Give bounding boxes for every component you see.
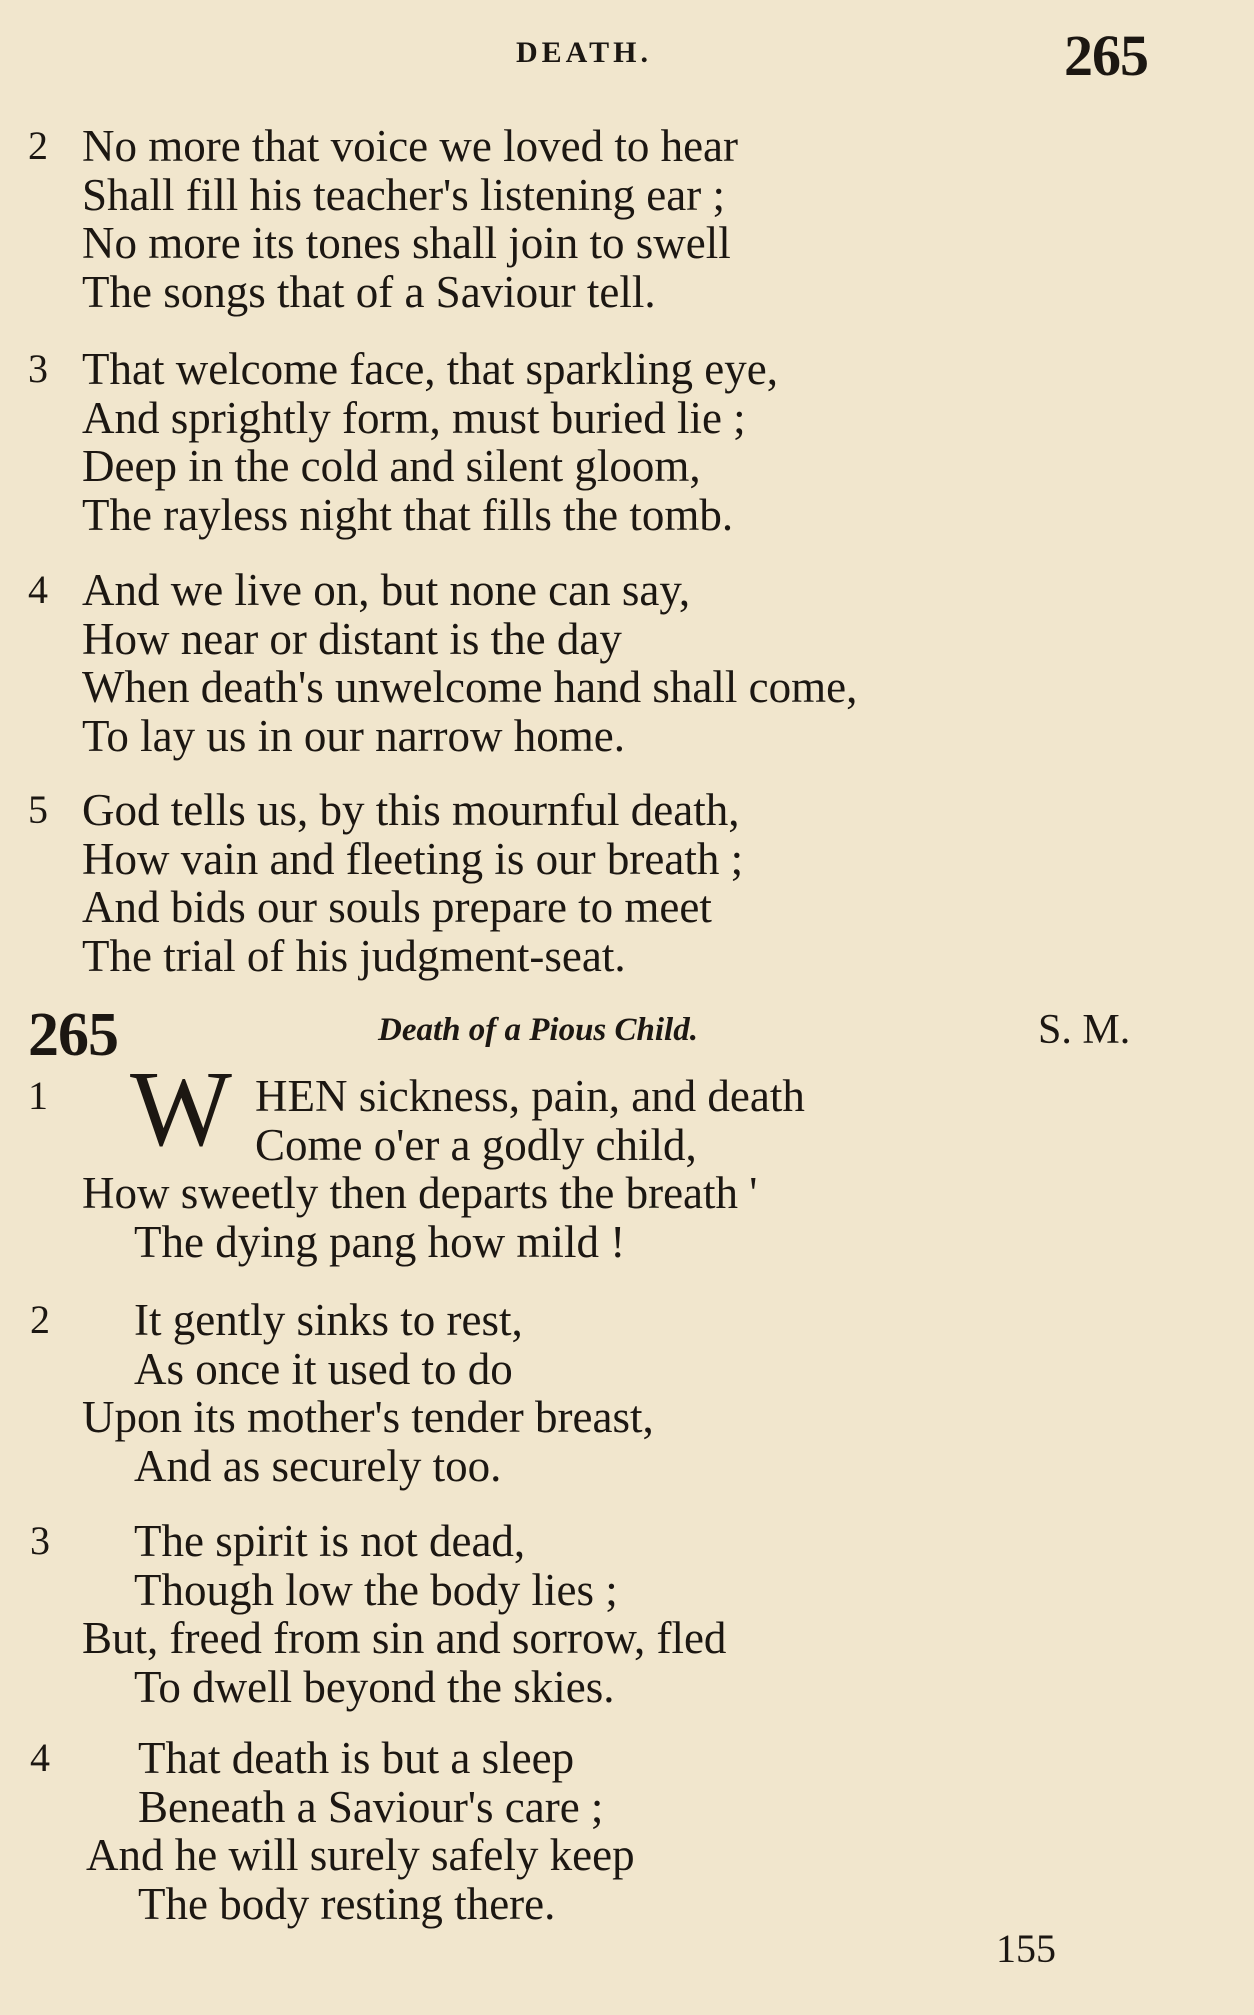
verse-line: Shall fill his teacher's listening ear ; [82,169,725,220]
running-head: DEATH. [516,36,652,69]
verse-line: To dwell beyond the skies. [134,1661,615,1712]
verse-line: To lay us in our narrow home. [82,710,625,761]
verse-line: And we live on, but none can say, [82,565,691,615]
verse-line: No more its tones shall join to swell [82,218,731,268]
verse-line: The dying pang how mild ! [134,1216,626,1267]
verse-line: Come o'er a godly child, [255,1119,697,1170]
verse-number: 4 [30,1735,50,1780]
page-number-top: 265 [1064,23,1148,88]
verse-line: Deep in the cold and silent gloom, [82,441,701,491]
verse-line: Beneath a Saviour's care ; [138,1781,604,1832]
verse-number: 3 [30,1518,50,1563]
verse-line: The trial of his judgment-seat. [82,930,626,981]
verse-line: And he will surely safely keep [86,1830,635,1880]
verse-line: That welcome face, that sparkling eye, [82,344,778,394]
verse-line: The songs that of a Saviour tell. [82,266,656,317]
folio-number: 155 [996,1926,1056,1971]
verse-line: It gently sinks to rest, [134,1295,523,1345]
verse-line: HEN sickness, pain, and death [255,1071,805,1121]
verse-number: 2 [30,1297,50,1342]
verse-number: 2 [28,123,48,168]
drop-cap: W [130,1050,232,1169]
verse-line: And as securely too. [134,1440,502,1491]
verse-line: And bids our souls prepare to meet [82,882,712,932]
verse-line: Though low the body lies ; [134,1564,618,1615]
verse-line: When death's unwelcome hand shall come, [82,662,858,712]
verse-line: That death is but a sleep [138,1733,575,1783]
verse-number: 3 [28,346,48,391]
verse-line: The spirit is not dead, [134,1516,526,1566]
verse-line: Upon its mother's tender breast, [82,1392,654,1442]
hymn-title: Death of a Pious Child. [378,1012,698,1048]
verse-line: As once it used to do [134,1343,513,1394]
verse-number: 1 [28,1073,48,1118]
verse-line: And sprightly form, must buried lie ; [82,392,746,443]
verse-line: The rayless night that fills the tomb. [82,489,734,540]
verse-number: 5 [28,787,48,832]
verse-line: How near or distant is the day [82,613,622,664]
verse-line: The body resting there. [138,1878,556,1929]
verse-line: How vain and fleeting is our breath ; [82,833,744,884]
hymn-meter: S. M. [1038,1007,1131,1053]
hymn-number: 265 [28,1001,118,1069]
verse-line: No more that voice we loved to hear [82,121,739,171]
verse-line: How sweetly then departs the breath ' [82,1168,758,1218]
verse-number: 4 [28,567,48,612]
verse-line: God tells us, by this mournful death, [82,785,740,835]
verse-line: But, freed from sin and sorrow, fled [82,1613,727,1663]
